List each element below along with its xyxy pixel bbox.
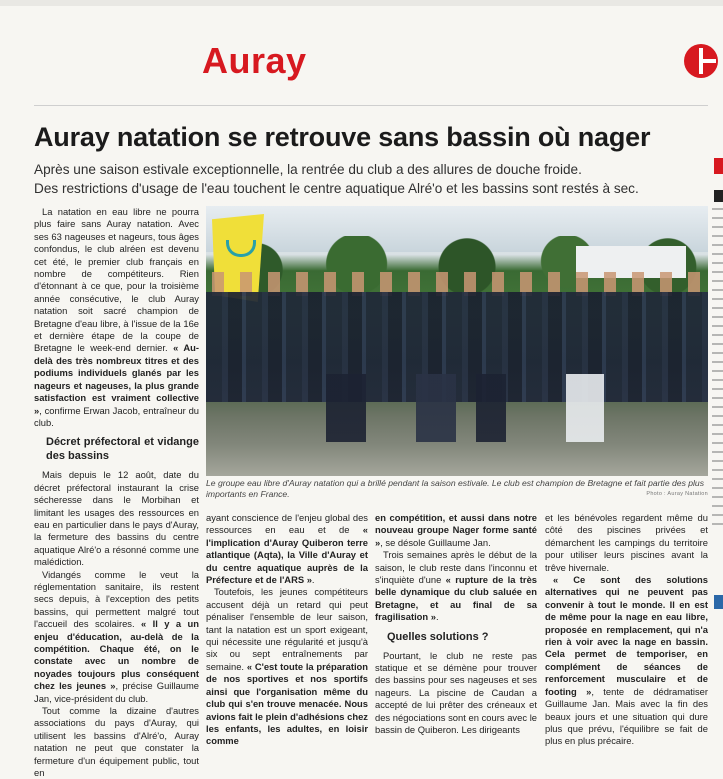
newspaper-logo-icon [684,44,718,78]
article-column-1 [34,206,199,779]
adjacent-heading-mark [714,190,723,202]
adjacent-text-lines [712,208,723,528]
paragraph: Mais depuis le 12 août, date du décret préfectoral instaurant la crise sécheresse dans le Morbihan et limitant les usages des ressources en eau en particulier dans le pays d'Auray, la fermeture des bassins du centre aquatique Alré'o a résonné comme une malédiction. [34,469,199,568]
adjacent-heading-mark [714,595,723,609]
photo-caption: Le groupe eau libre d'Auray natation qui a brillé pendant la saison estivale. Le club est champion de Bretagne et fait partie des plus importants en France. [206,478,705,499]
subheading: Quelles solutions ? [387,630,489,643]
photo-credit: Photo : Auray Natation [646,491,708,497]
top-rule [0,0,723,6]
article-column-3 [375,512,537,737]
paragraph: « Ce sont des solutions alternatives qui ne peuvent pas convenir à tout le monde. Il en est de même pour la nage en eau libre, proposée en remplacement, qui n'a rien à voir avec la nage en bassin. Cela permet de temporiser, en complément de séances de renforcement musculaire et de footing », tente de dédramatiser Guillaume Jan. Mais avec la fin des beaux jours et une situation qui dure plus que prévu, l'équilibre se fait de plus en plus précaire. [545,574,708,747]
article-headline: Auray natation se retrouve sans bassin où nager [34,122,651,152]
lead-line: Après une saison estivale exceptionnelle, la rentrée du club a des allures de douche froide. [34,162,582,177]
paragraph: Pourtant, le club ne reste pas statique et se démène pour trouver des bassins pour ses nageuses et ses nageurs. La piscine de Caudan a accepté de lui prêter des créneaux et des négociations sont en cours avec le bassin de Quiberon. Les dirigeants [375,649,537,736]
paragraph: Trois semaines après le début de la saison, le club reste dans l'inconnu et s'inquiète d'une « rupture de la très belle dynamique du club saluée en Bretagne, et au final de sa fragilisation ». [375,549,537,623]
article-lead [34,160,708,198]
paragraph: et les bénévoles regardent même du côté des piscines privées et démarchent les campings du territoire pour utiliser leurs piscines avant la trêve hivernale. [545,512,708,573]
lead-line: Des restrictions d'usage de l'eau touchent le centre aquatique Alré'o et les bassins sont restés à sec. [34,181,639,196]
paragraph: ayant conscience de l'enjeu global des ressources en eau et de « l'implication d'Auray Quiberon terre atlantique (Aqta), la Ville d'Auray et du centre aquatique auprès de la Préfecture et de l'ARS ». [206,512,368,586]
header-divider [34,105,708,106]
paragraph: Tout comme la dizaine d'autres associations du pays d'Auray, qui utilisent les bassins d'Alré'o, Auray natation ne peut que constater la fermeture d'un équipement public, tout en [34,705,199,779]
subheading: Décret préfectoral et vidange des bassins [46,436,199,463]
paragraph: en compétition, et aussi dans notre nouveau groupe Nager forme santé », se désole Guillaume Jan. [375,512,537,548]
paragraph: Toutefois, les jeunes compétiteurs accusent déjà un retard qui peut pénaliser l'ensemble de leur saison, tant la natation est un sport exigeant, qui nécessite une régularité et jusqu'à six ou sept entraînements par semaine. « C'est toute la préparation de nos sportives et nos sportifs ainsi que l'organisation même du club qui s'en trouve menacée. Nous avions fait le plein d'adhésions chez les enfants, les adultes, en loisir comme [206,586,368,747]
adjacent-column-edge [710,150,723,751]
adjacent-heading-mark [714,158,723,174]
team-photo [206,206,708,476]
article-column-4 [545,512,708,748]
paragraph: Vidangés comme le veut la réglementation sanitaire, ils restent secs depuis, à l'exception des petits bassins, qui permettent malgré tout l'accueil des scolaires. « Il y a un enjeu d'éducation, au-delà de la compétition. Chaque été, on le constate avec un nombre de noyades toujours plus conséquent chez les jeunes », précise Guillaume Jan, vice-président du club. [34,568,199,704]
article-column-2 [206,512,368,748]
section-title: Auray [202,40,307,81]
paragraph: La natation en eau libre ne pourra plus faire sans Auray natation. Avec ses 63 nageuses et nageurs, tous âges confondus, le club alréen est devenu cet été, le premier club français en nombre de compétiteurs. Rien d'étonnant à ce que, pour la troisième année consécutive, le club Auray natation soit sacré champion de Bretagne d'eau libre, à l'issue de la 16e et dernière étape de la coupe de Bretagne le week-end dernier. « Au-delà des très nombreux titres et des podiums individuels glanés par les nageurs et nageuses, la plus grande satisfaction est vraiment collective », confirme Erwan Jacob, entraîneur du club. [34,206,199,428]
